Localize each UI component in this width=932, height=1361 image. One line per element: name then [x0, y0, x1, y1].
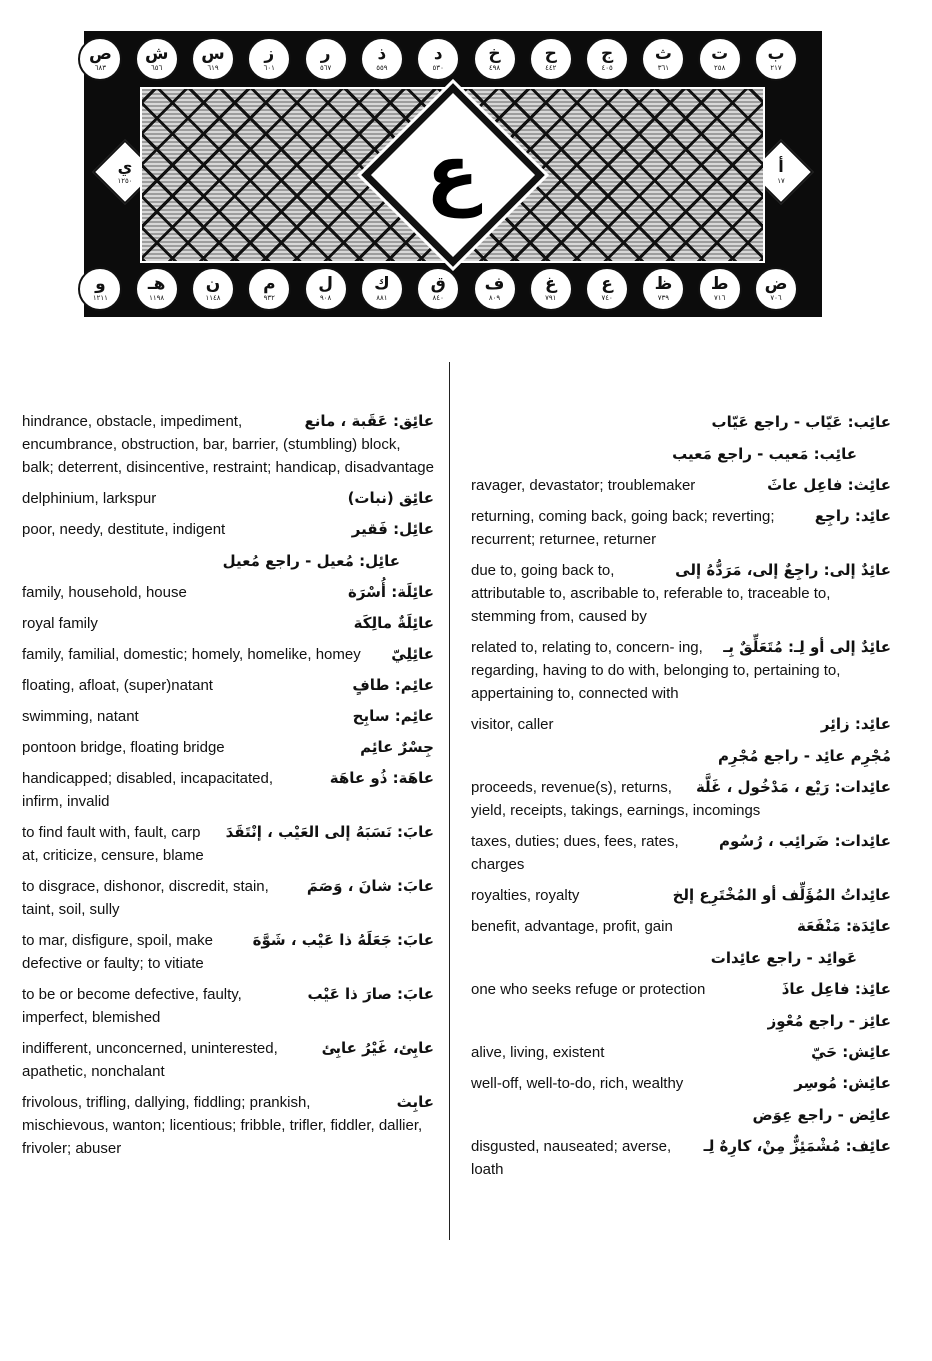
arabic-headword: عائِد: زائِر [817, 713, 891, 736]
letter-tile[interactable] [754, 267, 798, 311]
english-definition: swimming, natant [22, 705, 434, 728]
english-definition: returning, coming back, going back; reverting; recurrent; returnee, returner [471, 505, 891, 551]
dictionary-entry [22, 705, 434, 728]
letter-tile[interactable] [135, 267, 179, 311]
cross-reference: عائِض - راجع عِوَض [752, 1106, 891, 1124]
letter-tile-char: ط [710, 274, 729, 294]
english-definition: to mar, disfigure, spoil, make defective or faulty; to vitiate [22, 929, 434, 975]
letter-tile[interactable] [641, 37, 685, 81]
letter-tile[interactable] [585, 37, 629, 81]
cross-reference: عائِب: عَيّاب - راجع عَيّاب [711, 413, 891, 431]
letter-tile-char: ج [600, 44, 614, 64]
letter-tile[interactable] [191, 37, 235, 81]
letter-tile-page: ٤٤٢ [545, 64, 557, 72]
right-column [471, 410, 891, 1189]
arabic-headword: عائِلِيّ [387, 643, 434, 666]
english-definition: poor, needy, destitute, indigent [22, 518, 434, 541]
letter-tile-page: ٨٨١ [376, 294, 388, 302]
arabic-headword: عاهَة: ذُو عاهَة [326, 767, 434, 790]
letter-tile-page: ٩٣٢ [263, 294, 275, 302]
arabic-headword: عائِدات: ضَرائِب ، رُسُوم [715, 830, 891, 853]
dictionary-entry [471, 559, 891, 628]
letter-tile[interactable] [473, 267, 517, 311]
arabic-headword: عابِئ، غَيْرُ عابِئ [318, 1037, 434, 1060]
english-definition: royal family [22, 612, 434, 635]
letter-tile[interactable] [529, 37, 573, 81]
letter-tile-page: ٧٩١ [545, 294, 557, 302]
letter-tile-char: ف [484, 274, 505, 294]
dictionary-entry [471, 1041, 891, 1064]
english-definition: to disgrace, dishonor, discredit, stain, taint, soil, sully [22, 875, 434, 921]
letter-tile[interactable] [135, 37, 179, 81]
letter-tile[interactable] [473, 37, 517, 81]
english-definition: frivolous, trifling, dallying, fiddling; prankish, mischievous, wanton; licentious; fribble, trifler, fiddler, dallier, frivoler; abuser [22, 1091, 434, 1160]
cross-reference: مُجْرِم عائِد - راجع مُجْرِم [718, 747, 891, 765]
letter-tile-page: ٥٣٠ [432, 64, 444, 72]
letter-tile-char: ك [374, 274, 390, 294]
arabic-headword: عابَ: صارَ ذا عَيْب [304, 983, 434, 1006]
letter-tile[interactable] [360, 267, 404, 311]
dictionary-entry [22, 736, 434, 759]
arabic-headword: عابَ: شانَ ، وَصَمَ [303, 875, 434, 898]
arabic-headword: عائِف: مُشْمَئِزٌّ مِنْ، كارِهٌ لِـ [700, 1135, 891, 1158]
arabic-headword: عائِش: مُوسِر [790, 1072, 891, 1095]
english-definition: due to, going back to, attributable to, ascribable to, referable to, traceable to, stemming from, caused by [471, 559, 891, 628]
english-definition: visitor, caller [471, 713, 891, 736]
letter-tile-page: ٦١٩ [207, 64, 219, 72]
english-definition: to find fault with, fault, carp at, criticize, censure, blame [22, 821, 434, 867]
lattice-pattern [140, 87, 765, 263]
letter-tile-char: ع [601, 274, 613, 294]
letter-tile-page: ٥٥٩ [376, 64, 388, 72]
dictionary-entry [22, 875, 434, 921]
arabic-headword: عائِل: فَقير [348, 518, 434, 541]
english-definition: ravager, devastator; troublemaker [471, 474, 891, 497]
letter-tile[interactable] [641, 267, 685, 311]
arabic-headword: عائِم: سابِح [349, 705, 434, 728]
letter-tile-page: ٤٠٥ [601, 64, 613, 72]
arabic-headword: عائِلَة: أُسْرَة [344, 581, 434, 604]
letter-tile-page: ٧٤٠ [601, 294, 613, 302]
dictionary-entry [22, 767, 434, 813]
dictionary-entry [22, 612, 434, 635]
letter-tile-char: ذ [377, 44, 387, 64]
dictionary-entry [22, 1091, 434, 1160]
letter-tile[interactable] [78, 37, 122, 81]
cross-reference: عائِل: مُعيل - راجع مُعيل [222, 552, 400, 570]
letter-tile[interactable] [416, 37, 460, 81]
arabic-headword: عائِق: عَقَبة ، مانع [301, 410, 434, 433]
arabic-headword: عابِث [393, 1091, 434, 1114]
letter-tile-page: ٨٤٠ [432, 294, 444, 302]
english-definition: hindrance, obstacle, impediment, encumbrance, obstruction, bar, barrier, (stumbling) block, balk; deterrent, disincentive, restraint; handicap, disadvantage [22, 410, 434, 479]
english-definition: indifferent, unconcerned, uninterested, apathetic, nonchalant [22, 1037, 434, 1083]
letter-tile-char: ش [144, 44, 169, 64]
arabic-headword: عائِدٌ إلى: راجِعٌ إلى، مَرَدُّهُ إلى [671, 559, 891, 582]
letter-tile[interactable] [585, 267, 629, 311]
side-tile-letter: ي [117, 157, 133, 176]
letter-tile[interactable] [416, 267, 460, 311]
english-definition: pontoon bridge, floating bridge [22, 736, 434, 759]
dictionary-entry [22, 674, 434, 697]
side-tile-letter: أ [778, 157, 784, 176]
dictionary-entry [22, 1037, 434, 1083]
arabic-headword: عائِق (نبات) [344, 487, 434, 510]
dictionary-entry [22, 410, 434, 479]
english-definition: benefit, advantage, profit, gain [471, 915, 891, 938]
english-definition: disgusted, nauseated; averse, loath [471, 1135, 891, 1181]
letter-tile-page: ٧٣٩ [657, 294, 670, 302]
letter-tile-char: ت [711, 44, 729, 64]
dictionary-entry [471, 884, 891, 907]
dictionary-entry [471, 776, 891, 822]
letter-tile[interactable] [754, 37, 798, 81]
letter-tile-page: ٩٠٨ [319, 294, 332, 302]
letter-tile-page: ٧١٦ [714, 294, 726, 302]
english-definition: royalties, royalty [471, 884, 891, 907]
arabic-headword: عائِدَة: مَنْفَعَة [793, 915, 891, 938]
english-definition: family, familial, domestic; homely, homelike, homey [22, 643, 434, 666]
letter-tile-char: س [201, 44, 225, 64]
letter-tile[interactable] [78, 267, 122, 311]
dictionary-entry [22, 821, 434, 867]
english-definition: taxes, duties; dues, fees, rates, charges [471, 830, 891, 876]
dictionary-entry [22, 643, 434, 666]
column-divider [449, 362, 450, 1240]
dictionary-entry [471, 474, 891, 497]
letter-tile-char: ح [544, 44, 557, 64]
arabic-headword: عائِث: فاعِل عاثَ [763, 474, 891, 497]
letter-tile[interactable] [247, 37, 291, 81]
letter-tile-page: ١٢١١ [92, 294, 108, 302]
dictionary-entry [471, 636, 891, 705]
dictionary-entry [471, 1135, 891, 1181]
letter-tile-char: هـ [147, 274, 166, 294]
left-column [22, 410, 434, 1168]
arabic-headword: عائِدٌ إلى أو لِـ: مُتَعَلِّقٌ بِـ [719, 636, 891, 659]
letter-tile-page: ١١٩٨ [149, 294, 165, 302]
dictionary-entry [471, 915, 891, 938]
letter-tile-page: ٦٥٦ [151, 64, 163, 72]
side-tile-page: ١٧ [777, 177, 785, 185]
letter-tile-char: ب [767, 44, 785, 64]
letter-tile-page: ٦٨٣ [94, 64, 107, 72]
letter-tile-page: ٧٠٦ [770, 294, 782, 302]
cross-reference: عائِز - راجع مُعْوِز [767, 1012, 891, 1030]
arabic-headword: عائِداتُ المُؤَلِّف أو المُخْتَرِع إلخ [669, 884, 891, 907]
english-definition: proceeds, revenue(s), returns, yield, receipts, takings, earnings, incomings [471, 776, 891, 822]
letter-tile-page: ٢١٧ [770, 64, 782, 72]
letter-tile-char: ز [264, 44, 275, 64]
alphabet-index-frame [84, 31, 822, 317]
english-definition: floating, afloat, (super)natant [22, 674, 434, 697]
letter-tile-char: خ [488, 44, 501, 64]
letter-tile-char: ص [88, 44, 112, 64]
dictionary-entry [471, 505, 891, 551]
letter-tile[interactable] [529, 267, 573, 311]
letter-tile-char: غ [544, 274, 557, 294]
arabic-headword: عائِدات: رَيْع ، مَدْخُول ، غَلَّة [692, 776, 891, 799]
letter-tile-page: ١١٤٨ [205, 294, 221, 302]
letter-tile[interactable] [304, 37, 348, 81]
dictionary-entry [471, 713, 891, 736]
dictionary-entry [22, 487, 434, 510]
letter-tile-page: ٦٠١ [263, 64, 275, 72]
arabic-headword: عائِلَةٌ مالِكَة [350, 612, 434, 635]
english-definition: delphinium, larkspur [22, 487, 434, 510]
side-tile-page: ١٢٥٠ [117, 177, 133, 185]
dictionary-entry [22, 983, 434, 1029]
letter-tile-char: ن [205, 274, 221, 294]
dictionary-entry [471, 978, 891, 1001]
arabic-headword: عائِش: حَيّ [807, 1041, 891, 1064]
letter-tile-page: ٤٩٨ [488, 64, 501, 72]
letter-tile[interactable] [247, 267, 291, 311]
cross-reference: عَوائِد - راجع عائِدات [710, 949, 857, 967]
letter-tile-page: ٨٠٩ [488, 294, 501, 302]
letter-tile-char: و [95, 274, 106, 294]
letter-tile-char: ل [318, 274, 333, 294]
english-definition: one who seeks refuge or protection [471, 978, 891, 1001]
arabic-headword: عابَ: نَسَبَهُ إلى العَيْب ، إنْتَقَدَ [222, 821, 434, 844]
arabic-headword: عائِد: راجِع [811, 505, 891, 528]
english-definition: related to, relating to, concern- ing, regarding, having to do with, belonging to, pertaining to, appertaining to, connected with [471, 636, 891, 705]
arabic-headword: عائِذ: فاعِل عاذَ [778, 978, 891, 1001]
english-definition: well-off, well-to-do, rich, wealthy [471, 1072, 891, 1095]
dictionary-entry [22, 929, 434, 975]
english-definition: alive, living, existent [471, 1041, 891, 1064]
letter-tile-char: م [263, 274, 276, 294]
letter-tile-char: ر [320, 44, 331, 64]
letter-tile-char: ظ [654, 274, 673, 294]
letter-tile[interactable] [698, 267, 742, 311]
letter-tile-page: ٥٦٧ [319, 64, 332, 72]
english-definition: handicapped; disabled, incapacitated, infirm, invalid [22, 767, 434, 813]
letter-tile-char: ق [430, 274, 446, 294]
letter-tile-page: ٢٥٨ [714, 64, 726, 72]
letter-tile[interactable] [698, 37, 742, 81]
letter-tile-char: ض [764, 274, 788, 294]
letter-tile[interactable] [191, 267, 235, 311]
arabic-headword: جِسْرٌ عائِم [356, 736, 434, 759]
dictionary-entry [471, 1072, 891, 1095]
center-letter: ع [425, 128, 480, 219]
letter-tile-char: ث [654, 44, 672, 64]
dictionary-entry [22, 581, 434, 604]
english-definition: to be or become defective, faulty, imperfect, blemished [22, 983, 434, 1029]
dictionary-entry [22, 518, 434, 541]
letter-tile[interactable] [360, 37, 404, 81]
cross-reference: عائِب: مَعيب - راجع مَعيب [672, 445, 857, 463]
letter-tile-char: د [433, 44, 443, 64]
dictionary-entry [471, 830, 891, 876]
arabic-headword: عائِم: طافٍ [348, 674, 434, 697]
english-definition: family, household, house [22, 581, 434, 604]
letter-tile[interactable] [304, 267, 348, 311]
arabic-headword: عابَ: جَعَلَهُ ذا عَيْب ، شَوَّهَ [249, 929, 434, 952]
letter-tile-page: ٣٦١ [657, 64, 670, 72]
